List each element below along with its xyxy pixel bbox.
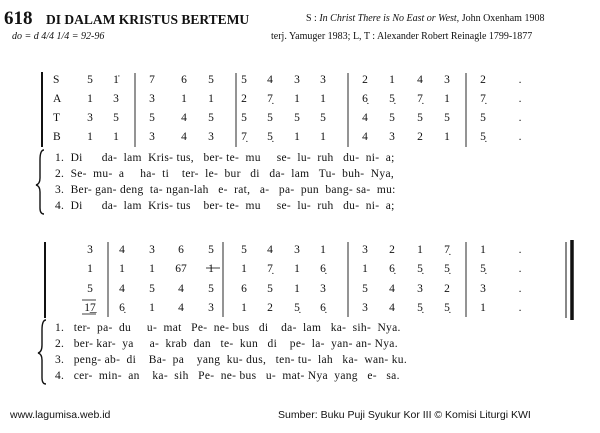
note-cell: 4 — [389, 283, 395, 295]
note-cell: 1 — [113, 131, 119, 143]
note-cell: 5 — [241, 74, 247, 86]
note-cell: 6̣ — [119, 302, 125, 314]
note-cell: 4 — [181, 131, 187, 143]
note-cell: 7̣ — [267, 93, 273, 105]
note-cell: 1̇ — [113, 74, 119, 86]
note-cell: 3 — [362, 244, 368, 256]
note-cell: 3 — [149, 131, 155, 143]
lyric-line-verse-4: 4. Di da- lam Kris- tus ber- te- mu se- lu- ruh du- ni- a; — [55, 200, 395, 212]
lyric-line-verse-1: 1. ter- pa- du u- mat Pe- ne- bus di da- lam ka- sih- Nya. — [55, 322, 401, 334]
note-cell: 1 — [320, 244, 326, 256]
note-cell: 4 — [181, 112, 187, 124]
note-cell: 1 — [149, 302, 155, 314]
note-cell: 7̣ — [417, 93, 423, 105]
note-cell: 1 — [320, 131, 326, 143]
note-cell: 1 — [294, 263, 300, 275]
note-cell: 5̣ — [444, 263, 450, 275]
note-cell: 3 — [208, 302, 214, 314]
note-cell: 3 — [320, 74, 326, 86]
note-cell: 5 — [208, 74, 214, 86]
footer-credit: Sumber: Buku Puji Syukur Kor III © Komisi Liturgi KWI — [278, 409, 531, 421]
note-cell: 5 — [149, 283, 155, 295]
note-cell: 4 — [178, 283, 184, 295]
note-cell: 6 — [241, 283, 247, 295]
note-cell: 4 — [119, 244, 125, 256]
note-cell: 3 — [87, 112, 93, 124]
note-cell: 6̣ — [389, 263, 395, 275]
note-cell: 7 — [149, 74, 155, 86]
note-cell: 3 — [320, 283, 326, 295]
note-cell: 2 — [362, 74, 368, 86]
note-cell: 1 — [417, 244, 423, 256]
system1-lyric-brace — [36, 150, 44, 214]
note-cell: . — [518, 131, 522, 143]
note-cell: 5̣ — [389, 93, 395, 105]
note-cell: 3 — [294, 244, 300, 256]
note-cell: . — [518, 74, 522, 86]
note-cell: 5̣ — [444, 302, 450, 314]
system2-lyric-brace — [38, 320, 46, 384]
note-cell: 3 — [113, 93, 119, 105]
note-cell: 1 — [389, 74, 395, 86]
note-cell: 7̣ — [480, 93, 486, 105]
note-cell: 6̣ — [362, 93, 368, 105]
source-author: John Oxenham 1908 — [461, 13, 545, 24]
note-cell: 4 — [178, 302, 184, 314]
note-cell: 2 — [389, 244, 395, 256]
note-cell: 1 — [320, 93, 326, 105]
note-cell: 5̣ — [480, 263, 486, 275]
note-cell: 7̣ — [444, 244, 450, 256]
note-cell: 4 — [362, 112, 368, 124]
note-cell: 3 — [87, 244, 93, 256]
note-cell: 3 — [389, 131, 395, 143]
note-cell: 5 — [417, 112, 423, 124]
note-cell: 1 — [87, 263, 93, 275]
note-cell: 3 — [149, 244, 155, 256]
note-cell: 4 — [267, 74, 273, 86]
note-cell: 1 — [119, 263, 125, 275]
note-cell: 7̣ — [241, 131, 247, 143]
note-cell: 5̣ — [480, 131, 486, 143]
lyric-line-verse-4: 4. cer- min- an ka- sih Pe- ne- bus u- mat- Nya yang e- sa. — [55, 370, 400, 382]
note-cell: 3 — [294, 74, 300, 86]
lyric-line-verse-1: 1. Di da- lam Kris- tus, ber- te- mu se- lu- ruh du- ni- a; — [55, 152, 395, 164]
lyric-line-verse-3: 3. peng- ab- di Ba- pa yang ku- dus, ten- tu- lah ka- wan- ku. — [55, 354, 408, 366]
song-number: 618 — [4, 8, 33, 29]
note-cell: 2 — [480, 74, 486, 86]
note-cell: . — [518, 244, 522, 256]
note-cell: 5 — [444, 112, 450, 124]
note-cell: 1 — [480, 244, 486, 256]
note-cell: 1͟7 — [84, 302, 96, 314]
note-cell: 1 — [181, 93, 187, 105]
note-cell: 5̣ — [417, 263, 423, 275]
note-cell: 3 — [444, 74, 450, 86]
note-cell: 5 — [267, 283, 273, 295]
note-cell: 4 — [119, 283, 125, 295]
note-cell: 2 — [241, 93, 247, 105]
note-cell: 5 — [208, 283, 214, 295]
note-cell: 1 — [480, 302, 486, 314]
note-cell: 3 — [149, 93, 155, 105]
voice-label-b: B — [53, 131, 61, 143]
note-cell: 1 — [294, 131, 300, 143]
note-cell: 1 — [241, 302, 247, 314]
note-cell: 3 — [362, 302, 368, 314]
note-cell: 5 — [480, 112, 486, 124]
note-cell: 5 — [87, 283, 93, 295]
note-cell: 6 — [178, 244, 184, 256]
note-cell: 5̣ — [417, 302, 423, 314]
note-cell: 5 — [241, 244, 247, 256]
note-cell: 5 — [113, 112, 119, 124]
note-cell: 5 — [149, 112, 155, 124]
note-cell: 1 — [208, 263, 214, 275]
voice-label-t: T — [53, 112, 61, 124]
note-cell: 1 — [241, 263, 247, 275]
note-cell: 1 — [444, 131, 450, 143]
note-cell: 5 — [241, 112, 247, 124]
note-cell: 5 — [362, 283, 368, 295]
note-cell: 2 — [267, 302, 273, 314]
note-cell: 4 — [389, 302, 395, 314]
lyric-line-verse-2: 2. Se- mu- a ha- ti ter- le- bur di da- lam Tu- buh- Nya, — [55, 168, 395, 180]
note-cell: . — [518, 283, 522, 295]
note-cell: 1 — [294, 283, 300, 295]
note-cell: 6 — [181, 74, 187, 86]
note-cell: 5̣ — [267, 131, 273, 143]
voice-label-s: S — [53, 74, 60, 86]
note-cell: 2 — [417, 131, 423, 143]
note-cell: . — [518, 93, 522, 105]
source-italic: In Christ There is No East or West, — [319, 13, 460, 24]
note-cell: 7̣ — [267, 263, 273, 275]
note-cell: 1 — [87, 93, 93, 105]
note-cell: 1 — [149, 263, 155, 275]
note-cell: 1 — [87, 131, 93, 143]
note-cell: 6̣ — [320, 302, 326, 314]
note-cell: 3 — [417, 283, 423, 295]
voice-label-a: A — [53, 93, 62, 105]
note-cell: 4 — [267, 244, 273, 256]
note-cell: 5 — [267, 112, 273, 124]
translation-line: terj. Yamuger 1983; L, T : Alexander Robert Reinagle 1799-1877 — [271, 31, 533, 42]
note-cell: 3 — [480, 283, 486, 295]
note-cell: 3 — [208, 131, 214, 143]
note-cell: 5 — [294, 112, 300, 124]
note-cell: 5 — [389, 112, 395, 124]
note-cell: 1 — [444, 93, 450, 105]
note-cell: . — [518, 263, 522, 275]
note-cell: 4 — [417, 74, 423, 86]
tempo-line: do = d 4/4 1/4 = 92-96 — [12, 31, 105, 42]
lyric-line-verse-3: 3. Ber- gan- deng ta- ngan-lah e- rat, a- pa- pun bang- sa- mu: — [55, 184, 396, 196]
note-cell: 5 — [320, 112, 326, 124]
note-cell: 2 — [444, 283, 450, 295]
source-prefix: S : — [306, 13, 317, 24]
footer-website[interactable]: www.lagumisa.web.id — [10, 409, 111, 421]
note-cell: 5 — [208, 112, 214, 124]
note-cell: 5 — [87, 74, 93, 86]
note-cell: 5̣ — [294, 302, 300, 314]
note-cell: . — [518, 302, 522, 314]
lyric-line-verse-2: 2. ber- kar- ya a- krab dan te- kun di pe- la- yan- an- Nya. — [55, 338, 398, 350]
note-cell: 5 — [208, 244, 214, 256]
note-cell: 1 — [294, 93, 300, 105]
song-title: DI DALAM KRISTUS BERTEMU — [46, 12, 250, 27]
note-cell: 1 — [208, 93, 214, 105]
note-cell: . — [518, 112, 522, 124]
note-cell: 6̣ — [320, 263, 326, 275]
note-cell: 67 — [175, 263, 187, 275]
note-cell: 4 — [362, 131, 368, 143]
note-cell: 1 — [362, 263, 368, 275]
